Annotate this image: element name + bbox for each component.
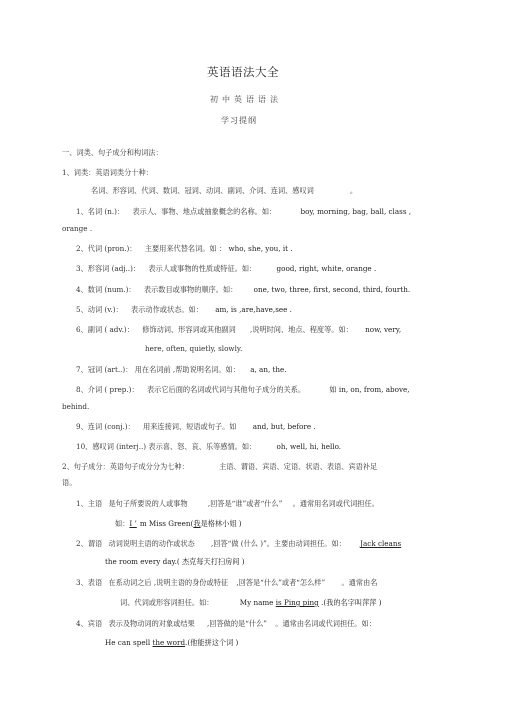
- list-item: [76, 578, 377, 587]
- example-prefix: He can spell: [105, 638, 153, 647]
- example-translation: 是格林小姐 ): [200, 519, 242, 528]
- example-translation: .(他能拼这个词 ): [185, 638, 239, 647]
- example-underlined: Jack cleans: [360, 539, 402, 548]
- list-item: [76, 385, 410, 394]
- example-text: m Miss Green(: [139, 519, 194, 528]
- example-underlined: 我: [193, 519, 201, 528]
- subsection-heading: 1、词类：英语词类分十种：: [62, 168, 153, 177]
- list-end: 。: [349, 186, 358, 195]
- word-class-list-text: 名词、形容词、代词、数词、冠词、动词、副词、介词、连词、感叹词: [91, 186, 314, 195]
- list-item: [76, 442, 341, 451]
- item-label: 6、副词 ( adv.)：: [76, 325, 134, 334]
- item-desc-mid: ,回答“做 (什么 )”。主要由动词担任。如：: [211, 539, 346, 548]
- example-underlined: is Ping ping: [275, 598, 319, 607]
- item-desc-end: 。通常用名词或代词担任。: [292, 499, 379, 508]
- item-example: 如 in, on, from, above,: [329, 385, 410, 394]
- list-item: [76, 207, 411, 216]
- item-continuation: behind.: [62, 402, 90, 411]
- example-prefix: 如：: [115, 519, 130, 528]
- item-label: 4、宾语: [76, 619, 103, 628]
- item-desc: 主要用来代替名词。如: [144, 244, 217, 253]
- item-label: 3、形容词 (adj..)：: [76, 264, 141, 273]
- item-desc: 表示动作或状态。如：: [131, 305, 203, 314]
- item-label: 2、谓语: [76, 539, 103, 548]
- example-underlined: I ’: [129, 519, 137, 528]
- item-desc: 表示人、事物、地点或抽象概念的名称。如：: [132, 207, 277, 216]
- item-example: [360, 539, 401, 548]
- example-prefix: My name: [239, 598, 276, 607]
- list-item: [76, 499, 379, 508]
- list-item: [76, 539, 401, 548]
- item-label: 3、表语: [76, 578, 103, 587]
- example-sentence: [105, 638, 238, 647]
- item-example: a, an, the.: [250, 365, 287, 374]
- list-item: [76, 365, 287, 374]
- item-desc-mid: ,回答是“什么”或者“怎么样”: [236, 578, 326, 587]
- list-item: [76, 619, 376, 628]
- example-sentence: the room every day.( 杰克每天打扫房间 ): [105, 557, 245, 566]
- item-example: good, right, white, orange .: [276, 264, 377, 273]
- example-sentence: [120, 598, 382, 607]
- item-continuation-text: 词、代词或形容词担任。如：: [120, 598, 214, 607]
- item-desc: 表示及物动词的对象或结果: [108, 619, 195, 628]
- subsection-heading: [62, 462, 377, 471]
- item-desc: 表示它后面的名词或代词与其他句子成分的关系。: [146, 385, 306, 394]
- list-item: [76, 422, 316, 431]
- word-class-list: [91, 186, 357, 195]
- item-desc: 用在名词前 ,帮助说明名词。如：: [134, 365, 240, 374]
- item-label: 10、感叹词 (interj..): [76, 442, 147, 451]
- item-desc: 用来连接词、短语或句子。如: [143, 422, 237, 431]
- outline-heading: 学习提纲: [221, 116, 257, 125]
- item-continuation: orange .: [62, 224, 93, 233]
- item-continuation: here, often, quietly, slowly.: [145, 344, 243, 353]
- item-example: one, two, three, first, second, third, fourth.: [253, 285, 411, 294]
- example-translation: .(我的名字叫萍萍 ): [318, 598, 382, 607]
- item-label: 1、主语: [76, 499, 103, 508]
- item-desc-mid: ,回答是“谁”或者“什么”: [207, 499, 283, 508]
- list-item: [76, 305, 292, 314]
- example-underlined: the word: [152, 638, 186, 647]
- item-example: boy, morning, bag, ball, class ,: [300, 207, 412, 216]
- item-desc: 表示数目或事物的顺序。如：: [143, 285, 238, 294]
- item-example: oh, well, hi, hello.: [276, 442, 342, 451]
- item-label: 1、名词 (n.)：: [76, 207, 125, 216]
- item-example: ： who, she, you, it .: [218, 244, 293, 253]
- item-label: 4、数词 (num.)：: [76, 285, 136, 294]
- item-desc-end: 。通常由名词或代词担任。如：: [275, 619, 376, 628]
- document-subtitle: 初中英语语法: [210, 95, 282, 104]
- document-title: 英语语法大全: [207, 65, 279, 79]
- item-continuation: 语。: [62, 478, 77, 487]
- item-label: 2、代词 (pron.)：: [76, 244, 137, 253]
- item-label: 9、连词 (conj.)：: [76, 422, 135, 431]
- list-item: [76, 325, 401, 334]
- item-desc: 修饰动词、形容词或其他副词: [142, 325, 236, 334]
- item-desc-extra: ,说明时间、地点、程度等。如：: [249, 325, 353, 334]
- item-desc: 表示喜、怒、哀、乐等感情。如：: [148, 442, 257, 451]
- item-label: 7、冠词 (art..)：: [76, 365, 133, 374]
- section-heading: 一、词类、句子成分和构词法：: [62, 148, 163, 157]
- example-sentence: [115, 519, 242, 528]
- list-item: [76, 244, 293, 253]
- item-label: 8、介词 ( prep.)：: [76, 385, 139, 394]
- example-text: [240, 598, 382, 607]
- subsection-heading-text: 2、句子成分：英语句子成分分为七种：: [62, 462, 189, 471]
- item-example: now, very,: [365, 325, 402, 334]
- item-desc: 在系动词之后 ,说明主语的身份或特征: [108, 578, 229, 587]
- sentence-parts-list: 主语、谓语、宾语、定语、状语、表语、宾语补足: [219, 462, 378, 471]
- item-label: 5、动词 (v.)：: [76, 305, 123, 314]
- item-desc-end: 。通常由名: [341, 578, 378, 587]
- item-desc: 表示人或事物的性质或特征。如：: [148, 264, 257, 273]
- item-desc-mid: ,回答做的是“什么”: [207, 619, 267, 628]
- item-desc: 是句子所要说的人或事物: [108, 499, 188, 508]
- item-example: am, is ,are,have,see .: [215, 305, 292, 314]
- item-desc: 动词说明主语的动作或状态: [108, 539, 195, 548]
- list-item: [76, 264, 376, 273]
- list-item: [76, 285, 410, 294]
- item-example: and, but, before .: [252, 422, 316, 431]
